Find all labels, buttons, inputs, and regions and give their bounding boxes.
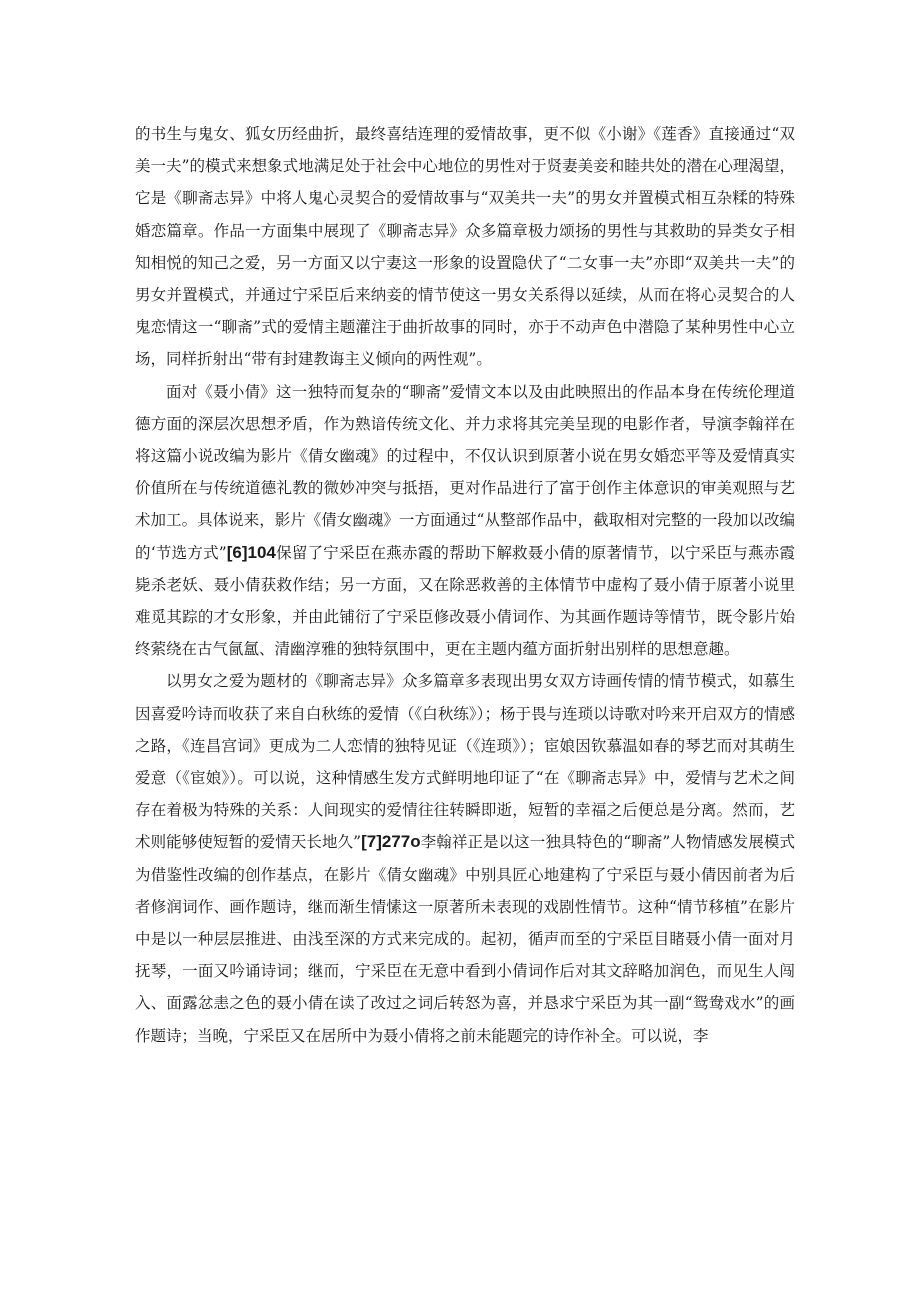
paragraph-3-text-b: 李翰祥正是以这一独具特色的“聊斋”人物情感发展模式为借鉴性改编的创作基点，在影片《倩女幽魂》中别具匠心地建构了宁采臣与聂小倩因前者为后者修润词作、画作题诗，继而渐生情愫这一原著所未表现的戏剧性情节。这种“情节移植”在影片中是以一种层层推进、由浅至深的方式来完成的。起初，循声而至的宁采臣目睹聂小倩一面对月抚琴，一面又吟诵诗词；继而，宁采臣在无意中看到小倩词作后对其文辞略加润色，而见生人闯入、面露忿恚之色的聂小倩在读了改过之词后转怒为喜，并恳求宁采臣为其一副“鸳鸯戏水”的画作题诗；当晚，宁采臣又在居所中为聂小倩将之前未能题完的诗作补全。可以说，李: [135, 833, 795, 1045]
paragraph-1: [135, 118, 795, 376]
paragraph-2-text-a: 面对《聂小倩》这一独特而复杂的“聊斋”爱情文本以及由此映照出的作品本身在传统伦理道德方面的深层次思想矛盾，作为熟谙传统文化、并力求将其完美呈现的电影作者，导演李翰祥在将这篇小说改编为影片《倩女幽魂》的过程中，不仅认识到原著小说在男女婚恋平等及爱情真实价值所在与传统道德礼教的微妙冲突与抵捂，更对作品进行了富于创作主体意识的审美观照与艺术加工。具体说来，影片《倩女幽魂》一方面通过“从整部作品中，截取相对完整的一段加以改编的‘节选方式”: [135, 382, 795, 562]
paragraph-3-text-a: 以男女之爱为题材的《聊斋志异》众多篇章多表现出男女双方诗画传情的情节模式，如慕生因喜爱吟诗而收获了来自白秋练的爱情（《白秋练》）；杨于畏与连琐以诗歌对吟来开启双方的情感之路，《连昌宫词》更成为二人恋情的独特见证（《连琐》）；宦娘因钦慕温如春的琴艺而对其萌生爱意（《宦娘》）。可以说，这种情感生发方式鲜明地印证了“在《聊斋志异》中，爱情与艺术之间存在着极为特殊的关系：人间现实的爱情往往转瞬即逝，短暂的幸福之后便总是分离。然而，艺术则能够使短暂的爱情天长地久”: [135, 672, 795, 852]
citation-6: [6]104: [226, 542, 276, 562]
paragraph-1-text: 的书生与鬼女、狐女历经曲折，最终喜结连理的爱情故事，更不似《小谢》《莲香》直接通过“双美一夫”的模式来想象式地满足处于社会中心地位的男性对于贤妻美妾和睦共处的潜在心理渴望，它是《聊斋志异》中将人鬼心灵契合的爱情故事与“双美共一夫”的男女并置模式相互杂糅的特殊婚恋篇章。作品一方面集中展现了《聊斋志异》众多篇章极力颂扬的男性与其救助的异类女子相知相悦的知己之爱，另一方面又以宁妻这一形象的设置隐伏了“二女事一夫”亦即“双美共一夫”的男女并置模式，并通过宁采臣后来纳妾的情节使这一男女关系得以延续，从而在将心灵契合的人鬼恋情这一“聊斋”式的爱情主题灌注于曲折故事的同时，亦于不动声色中潜隐了某种男性中心立场，同样折射出“带有封建教诲主义倾向的两性观”。: [135, 125, 795, 369]
paragraph-2-text-b: 保留了宁采臣在燕赤霞的帮助下解救聂小倩的原著情节，以宁采臣与燕赤霞毙杀老妖、聂小倩获救作结；另一方面，又在除恶救善的主体情节中虚构了聂小倩于原著小说里难觅其踪的才女形象，并由此铺衍了宁采臣修改聂小倩词作、为其画作题诗等情节，既令影片始终萦绕在古气氤氲、清幽淳雅的独特氛围中，更在主题内蕴方面折射出别样的思想意趣。: [135, 543, 795, 659]
paragraph-2: [135, 376, 795, 666]
citation-7: [7]277o: [361, 832, 421, 852]
paragraph-3: [135, 665, 795, 1051]
body-text: [135, 118, 795, 1052]
